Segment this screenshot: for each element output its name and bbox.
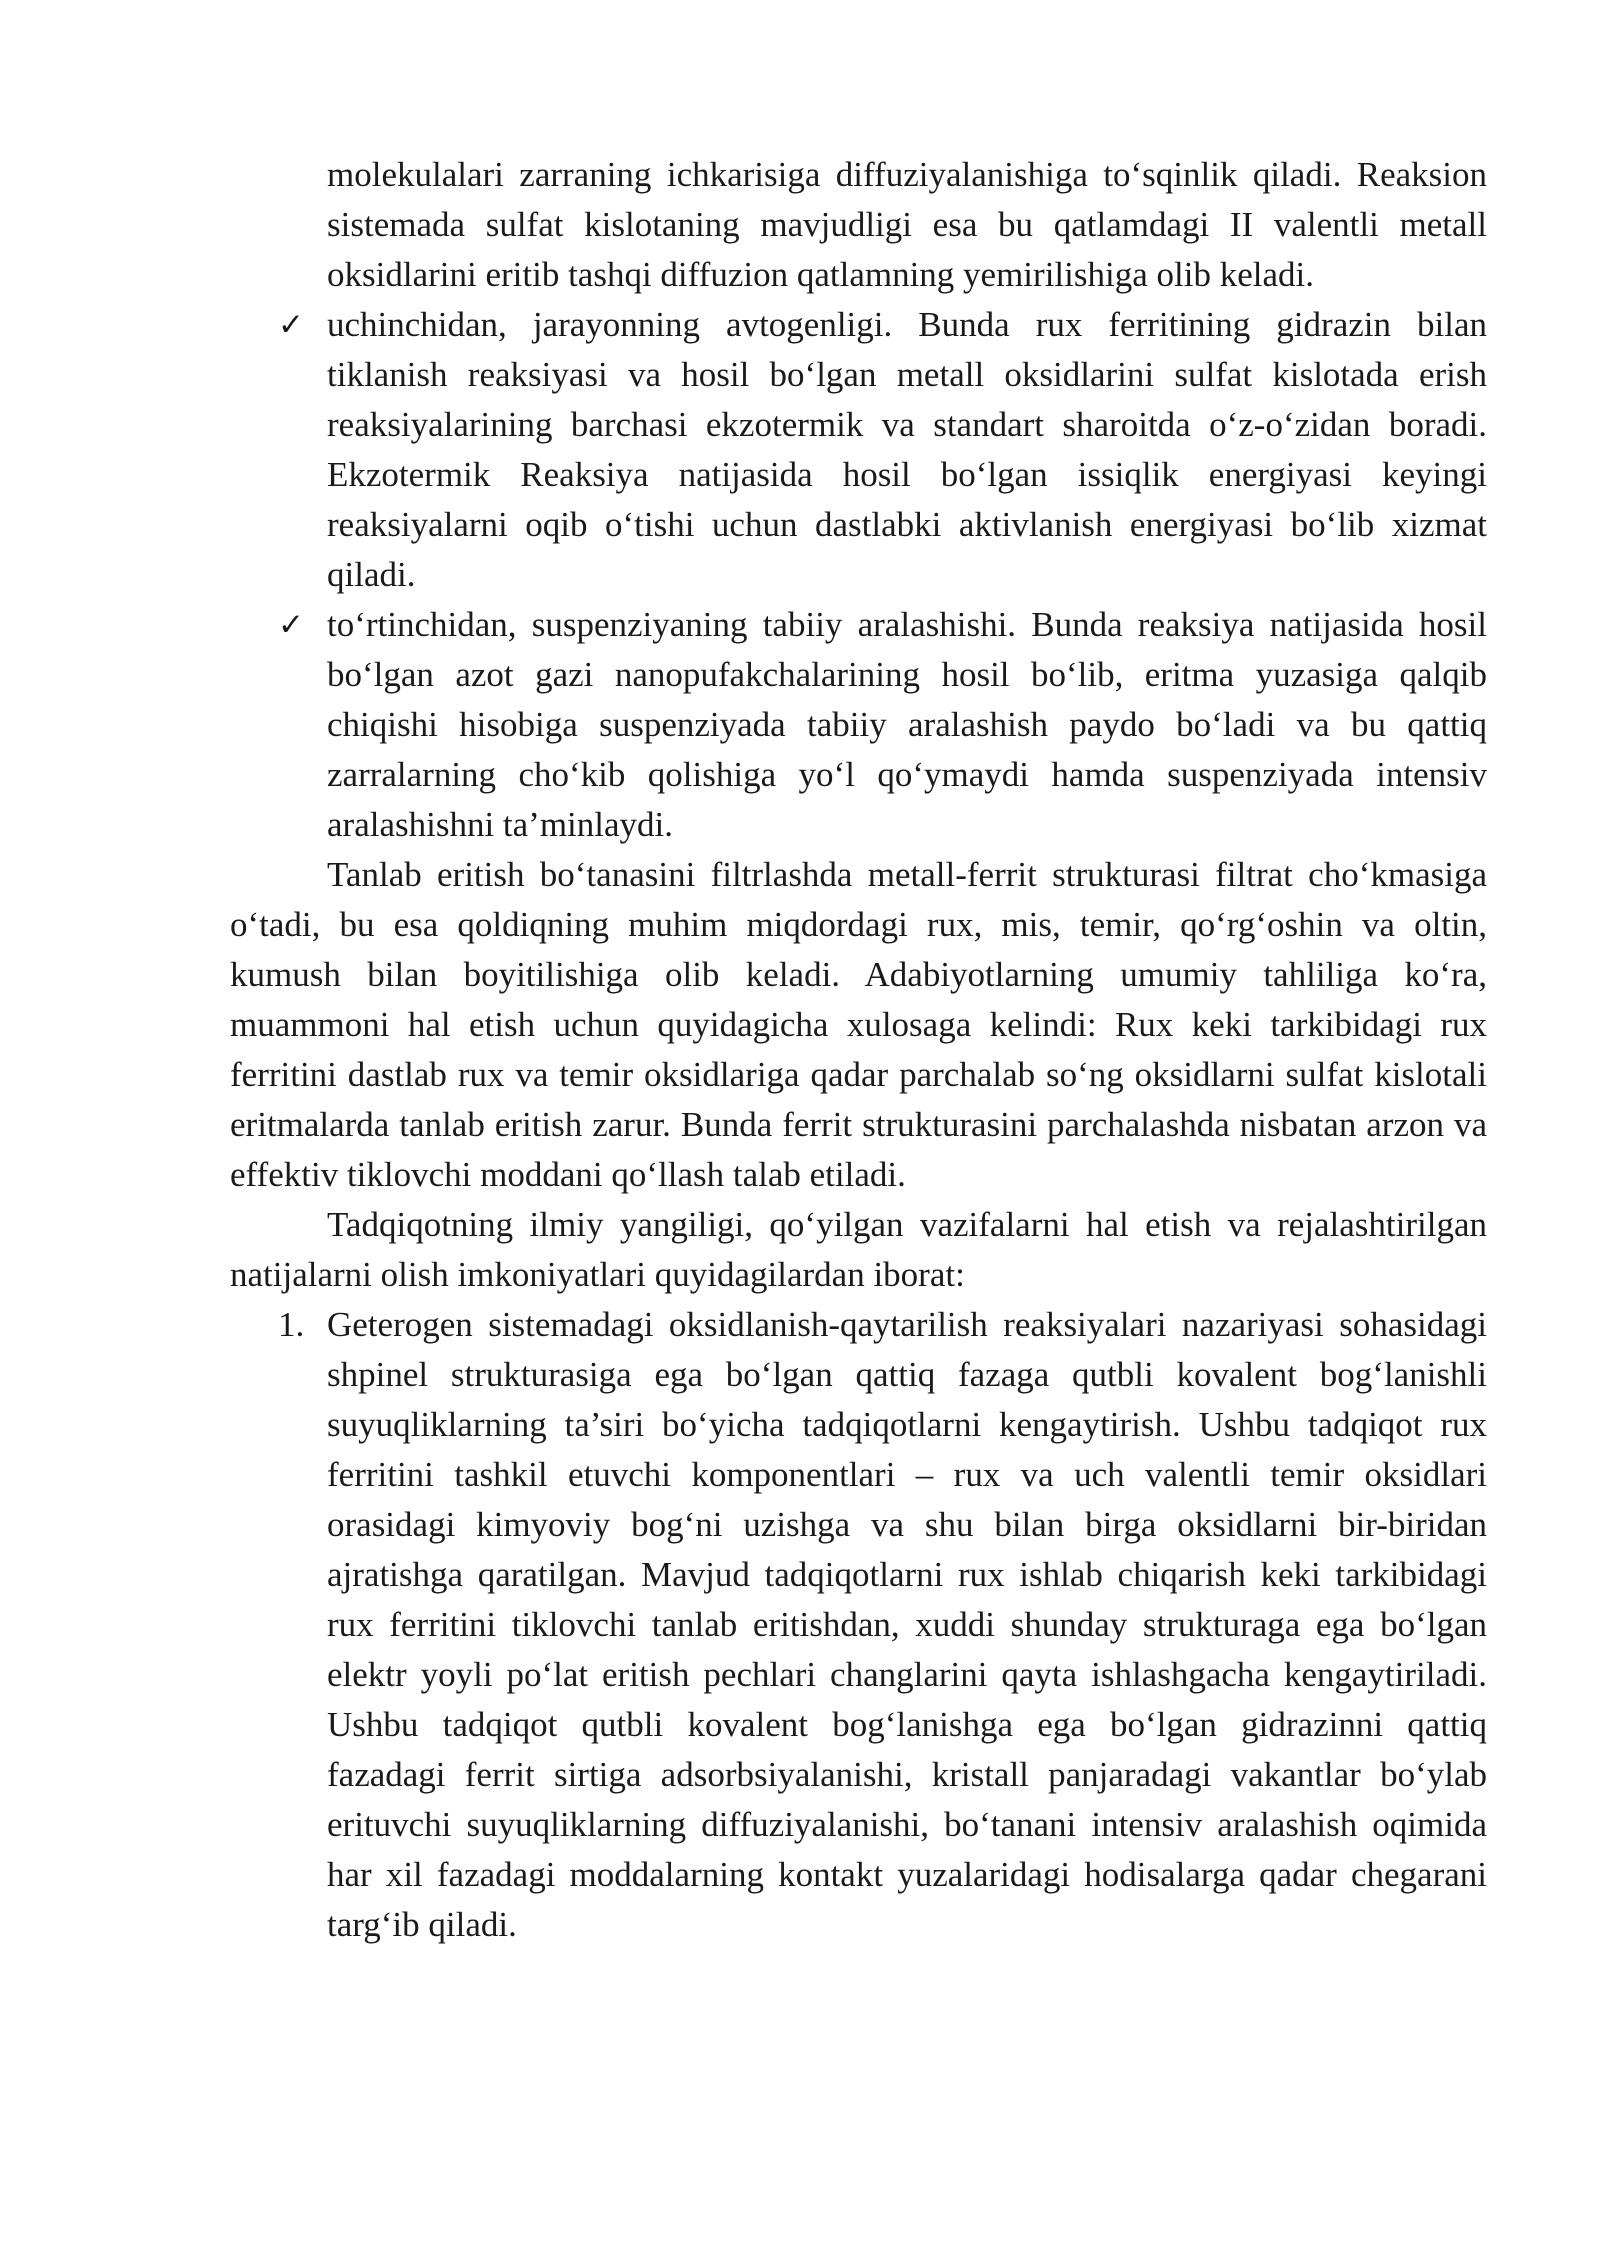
bullet-text: to‘rtinchidan, suspenziyaning tabiiy aralashishi. Bunda reaksiya natijasida hosil bo‘lgan azot gazi nanopufakchalarining hosil bo‘lib, eritma yuzasiga qalqib chiqishi hisobiga suspenziyada tabiiy aralashish paydo bo‘ladi va bu qattiq zarralarning cho‘kib qolishiga yo‘l qo‘ymaydi hamda suspenziyada intensiv aralashishni ta’minlaydi. bbox=[327, 605, 1487, 844]
numbered-text: Geterogen sistemadagi oksidlanish-qaytarilish reaksiyalari nazariyasi sohasidagi shpinel strukturasiga ega bo‘lgan qattiq fazaga qutbli kovalent bog‘lanishli suyuqliklarning ta’siri bo‘yicha tadqiqotlarni kengaytirish. Ushbu tadqiqot rux ferritini tashkil etuvchi komponentlari – rux va uch valentli temir oksidlari orasidagi kimyoviy bog‘ni uzishga va shu bilan birga oksidlarni bir-biridan ajratishga qaratilgan. Mavjud tadqiqotlarni rux ishlab chiqarish keki tarkibidagi rux ferritini tiklovchi tanlab eritishdan, xuddi shunday strukturaga ega bo‘lgan elektr yoyli po‘lat eritish pechlari changlarini qayta ishlashgacha kengaytiriladi. Ushbu tadqiqot qutbli kovalent bog‘lanishga ega bo‘lgan gidrazinni qattiq fazadagi ferrit sirtiga adsorbsiyalanishi, kristall panjaradagi vakantlar bo‘ylab erituvchi suyuqliklarning diffuziyalanishi, bo‘tanani intensiv aralashish oqimida har xil fazadagi moddalarning kontakt yuzalaridagi hodisalarga qadar chegarani targ‘ib qiladi. bbox=[327, 1305, 1487, 1944]
continuation-paragraph: molekulalari zarraning ichkarisiga diffuziyalanishiga to‘sqinlik qiladi. Reaksion sistemada sulfat kislotaning mavjudligi esa bu qatlamdagi II valentli metall oksidlarini eritib tashqi diffuzion qatlamning yemirilishiga olib keladi. bbox=[327, 155, 1487, 294]
check-icon: ✓ bbox=[278, 307, 304, 343]
bullet-item bbox=[230, 600, 1487, 850]
list-number: 1. bbox=[278, 1305, 305, 1344]
body-paragraph: Tadqiqotning ilmiy yangiligi, qo‘yilgan vazifalarni hal etish va rejalashtirilgan natijalarni olish imkoniyatlari quyidagilardan iborat: bbox=[230, 1205, 1487, 1294]
check-icon: ✓ bbox=[278, 607, 304, 643]
body-paragraph: Tanlab eritish bo‘tanasini filtrlashda metall-ferrit strukturasi filtrat cho‘kmasiga o‘tadi, bu esa qoldiqning muhim miqdordagi rux, mis, temir, qo‘rg‘oshin va oltin, kumush bilan boyitilishiga olib keladi. Adabiyotlarning umumiy tahliliga ko‘ra, muammoni hal etish uchun quyidagicha xulosaga kelindi: Rux keki tarkibidagi rux ferritini dastlab rux va temir oksidlariga qadar parchalab so‘ng oksidlarni sulfat kislotali eritmalarda tanlab eritish zarur. Bunda ferrit strukturasini parchalashda nisbatan arzon va effektiv tiklovchi moddani qo‘llash talab etiladi. bbox=[230, 855, 1487, 1194]
bullet-text: uchinchidan, jarayonning avtogenligi. Bunda rux ferritining gidrazin bilan tiklanish reaksiyasi va hosil bo‘lgan metall oksidlarini sulfat kislotada erish reaksiyalarining barchasi ekzotermik va standart sharoitda o‘z-o‘zidan boradi. Ekzotermik Reaksiya natijasida hosil bo‘lgan issiqlik energiyasi keyingi reaksiyalarni oqib o‘tishi uchun dastlabki aktivlanish energiyasi bo‘lib xizmat qiladi. bbox=[327, 305, 1487, 594]
numbered-item bbox=[230, 1300, 1487, 1950]
bullet-item bbox=[230, 300, 1487, 600]
document-page bbox=[230, 150, 1487, 1950]
